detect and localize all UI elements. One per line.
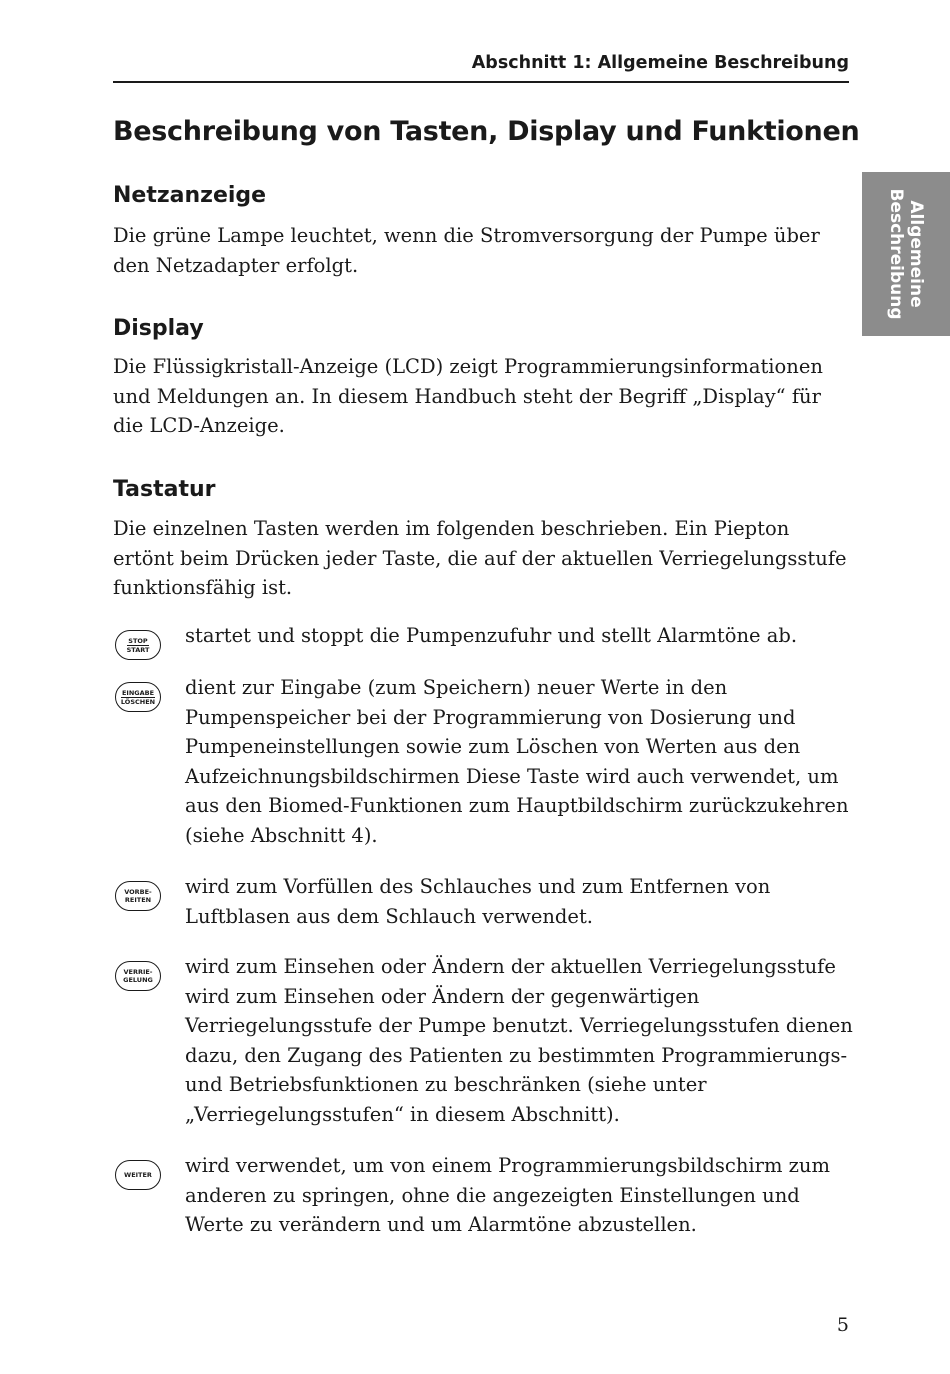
header-rule [113,81,849,83]
side-tab-line1: Allgemeine [906,200,926,308]
key-label-top: VERRIE- [123,968,153,976]
page-number: 5 [836,1314,849,1336]
running-head: Abschnitt 1: Allgemeine Beschreibung [471,53,849,73]
key-label-bottom: LÖSCHEN [120,697,156,706]
side-tab-label [886,188,926,319]
side-tab-line2: Beschreibung [886,188,906,320]
section-side-tab [862,172,950,336]
key-label-bottom: GELUNG [123,976,153,984]
key-label-bottom: REITEN [124,896,152,904]
weiter-key-icon [115,1160,161,1190]
key-description: wird verwendet, um von einem Programmierungsbildschirm zum anderen zu springen, ohne die angezeigten Einstellungen und Werte zu verändern und um Alarmtöne abzustellen. [185,1154,830,1236]
paragraph-netzanzeige: Die grüne Lampe leuchtet, wenn die Stromversorgung der Pumpe über den Netzadapter erfolgt. [113,224,820,277]
key-label-top: STOP [128,636,148,645]
key-description: startet und stoppt die Pumpenzufuhr und stellt Alarmtöne ab. [185,624,798,647]
paragraph-tastatur: Die einzelnen Tasten werden im folgenden beschrieben. Ein Piepton ertönt beim Drücken jeder Taste, die auf der aktuellen Verriegelungsstufe funktionsfähig ist. [113,517,847,599]
heading-tastatur: Tastatur [113,477,216,502]
key-label-top: EINGABE [121,688,155,697]
page-title: Beschreibung von Tasten, Display und Funktionen [113,116,860,147]
key-label-bottom: START [126,645,150,654]
key-label: WEITER [124,1171,152,1179]
key-description: wird zum Einsehen oder Ändern der aktuellen Verriegelungsstufe wird zum Einsehen oder Ändern der gegenwärtigen Verriegelungsstufe der Pumpe benutzt. Verriegelungsstufen dienen dazu, den Zugang des Patienten zu bestimmten Programmierungs- und Betriebsfunktionen zu beschränken (siehe unter „Verriegelungsstufen“ in diesem Abschnitt). [185,955,853,1126]
heading-netzanzeige: Netzanzeige [113,183,267,208]
key-description: dient zur Eingabe (zum Speichern) neuer Werte in den Pumpenspeicher bei der Programmierung von Dosierung und Pumpeneinstellungen sowie zum Löschen von Werten aus den Aufzeichnungsbildschirmen Diese Taste wird auch verwendet, um aus den Biomed-Funktionen zum Hauptbildschirm zurückzukehren (siehe Abschnitt 4). [185,676,849,847]
eingabe-loeschen-key-icon [115,682,161,712]
key-label-top: VORBE- [124,888,152,896]
vorbereiten-key-icon [115,881,161,911]
paragraph-display: Die Flüssigkristall-Anzeige (LCD) zeigt Programmierungsinformationen und Meldungen an. In diesem Handbuch steht der Begriff „Display“ für die LCD-Anzeige. [113,355,823,437]
stop-start-key-icon [115,630,161,660]
verriegelung-key-icon [115,961,161,991]
heading-display: Display [113,316,204,341]
key-description: wird zum Vorfüllen des Schlauches und zum Entfernen von Luftblasen aus dem Schlauch verwendet. [185,875,771,928]
